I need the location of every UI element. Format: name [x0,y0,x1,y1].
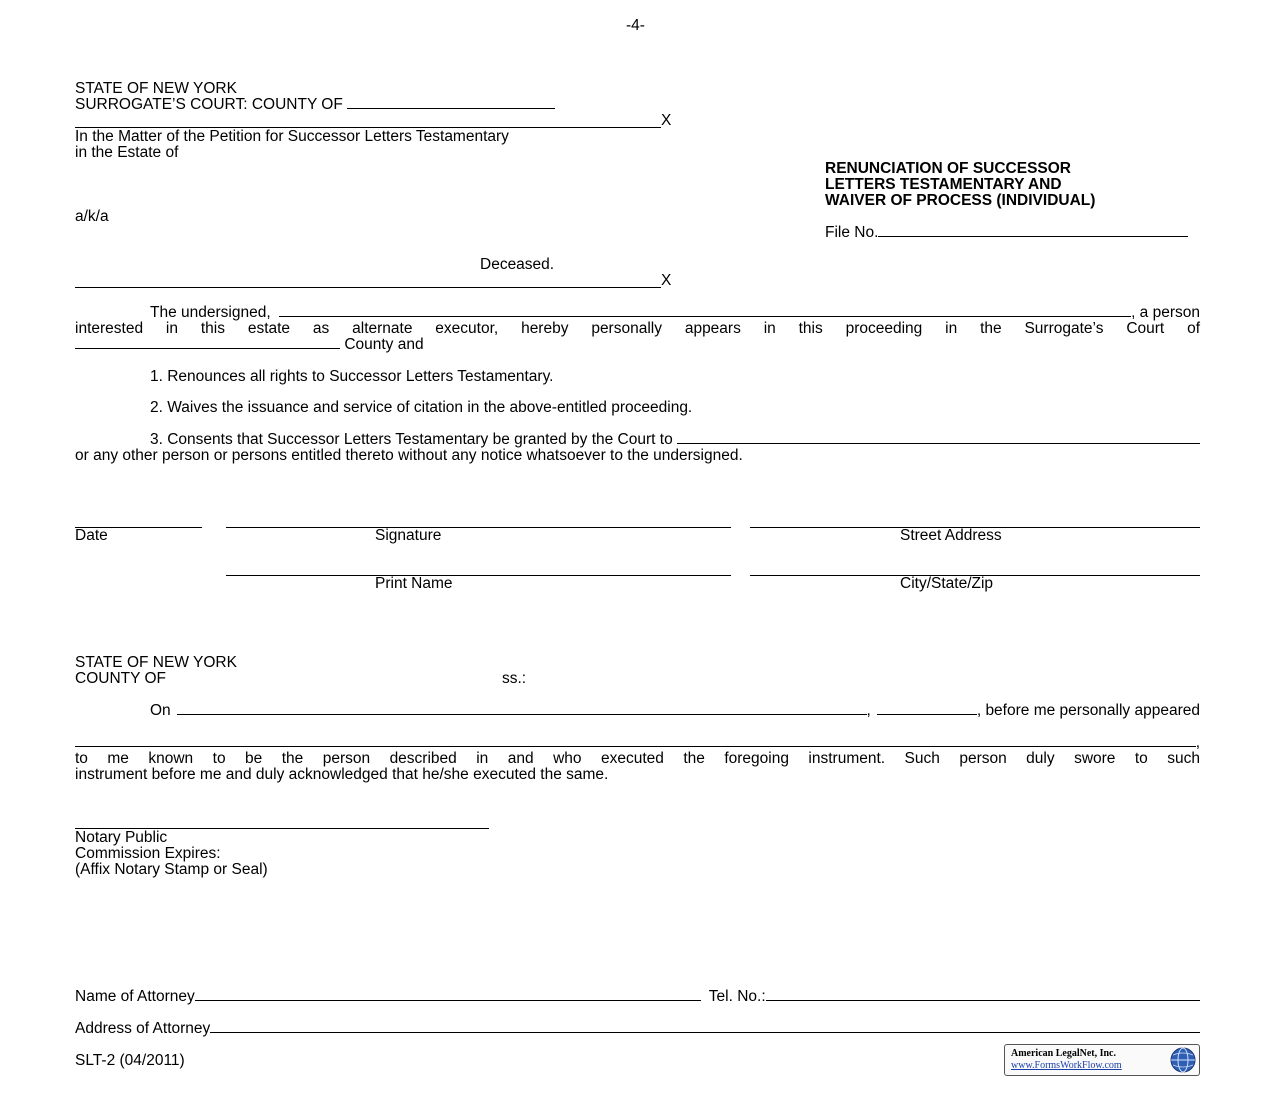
tel-label: Tel. No.: [708,988,766,1005]
form-id: SLT-2 (04/2011) [75,1052,185,1069]
ack-name-line [75,735,1200,751]
intro-line1 [75,305,1200,321]
ack-text-line1: to me known to be the person described in and who executed the foregoing instrument. Such person duly swore to such [75,750,1200,767]
intro-line3 [75,337,424,353]
ack-on-line [75,703,1200,719]
attorney-name-blank[interactable] [195,1000,701,1001]
file-no-blank[interactable] [878,236,1188,237]
item-3-start: 3. Consents that Successor Letters Testamentary be granted by the Court to [150,431,673,448]
on-label: On [150,702,171,719]
matter-line1: In the Matter of the Petition for Successor Letters Testamentary [75,128,509,145]
logo-company: American LegalNet, Inc. [1011,1048,1116,1059]
grantee-blank[interactable] [677,443,1200,444]
intro-start: The undersigned, [150,304,271,321]
caption-x-mark-bottom: X [661,272,672,289]
title-line3: WAIVER OF PROCESS (INDIVIDUAL) [825,192,1096,209]
ack-text-line2: instrument before me and duly acknowledged that he/she executed the same. [75,766,609,783]
surrogate-county-blank[interactable] [75,348,340,349]
attorney-name-line [75,989,1200,1005]
title-line2: LETTERS TESTAMENTARY AND [825,176,1062,193]
tel-blank[interactable] [766,1000,1200,1001]
legalnet-logo[interactable] [1004,1044,1200,1076]
city-label: City/State/Zip [900,575,994,592]
item-3-line2: or any other person or persons entitled thereto without any notice whatsoever to the undersigned. [75,447,743,464]
matter-line2: in the Estate of [75,144,179,161]
ack-county: COUNTY OF [75,670,166,687]
ack-ss: ss.: [502,670,527,687]
ack-year-blank[interactable] [877,714,977,715]
caption-bottom-rule [75,287,661,288]
file-number [825,225,1188,241]
date-label: Date [75,527,108,544]
item-2: 2. Waives the issuance and service of citation in the above-entitled proceeding. [150,399,693,416]
aka-label: a/k/a [75,208,109,225]
commission-label: Commission Expires: [75,845,221,862]
item-1: 1. Renounces all rights to Successor Letters Testamentary. [150,368,554,385]
print-name-line[interactable] [226,575,731,576]
attorney-address-line [75,1021,1200,1037]
court-label: SURROGATE’S COURT: COUNTY OF [75,96,343,113]
ack-date-blank[interactable] [177,714,867,715]
notary-label: Notary Public [75,829,168,846]
ack-comma: , [866,702,871,719]
deceased-label: Deceased. [480,256,555,273]
intro-a-person: , a person [1131,304,1200,321]
attorney-address-blank[interactable] [210,1032,1200,1033]
item-3-line1 [75,432,1200,448]
attorney-name-label: Name of Attorney [75,988,195,1005]
before-me-label: , before me personally appeared [976,702,1200,719]
title-line1: RENUNCIATION OF SUCCESSOR [825,160,1072,177]
ack-trailing-comma: , [1195,734,1200,751]
signature-line[interactable] [226,527,731,528]
file-no-label: File No. [825,224,879,241]
intro-county-and: County and [344,336,424,353]
print-name-label: Print Name [375,575,453,592]
intro-line2: interested in this estate as alternate executor, hereby personally appears in this proceeding in the Surrogate’s Court of [75,320,1200,337]
stamp-label: (Affix Notary Stamp or Seal) [75,861,268,878]
page-number: -4- [626,17,645,34]
county-blank[interactable] [347,108,555,109]
street-label: Street Address [900,527,1002,544]
signature-label: Signature [375,527,442,544]
caption-state: STATE OF NEW YORK [75,80,237,97]
appeared-name-blank[interactable] [75,746,1196,747]
caption-x-mark-top: X [661,112,672,129]
caption-court [75,97,555,113]
undersigned-name-blank[interactable] [279,316,1131,317]
ack-state: STATE OF NEW YORK [75,654,237,671]
globe-icon [1169,1046,1197,1074]
attorney-address-label: Address of Attorney [75,1020,211,1037]
logo-url[interactable]: www.FormsWorkFlow.com [1011,1060,1122,1071]
